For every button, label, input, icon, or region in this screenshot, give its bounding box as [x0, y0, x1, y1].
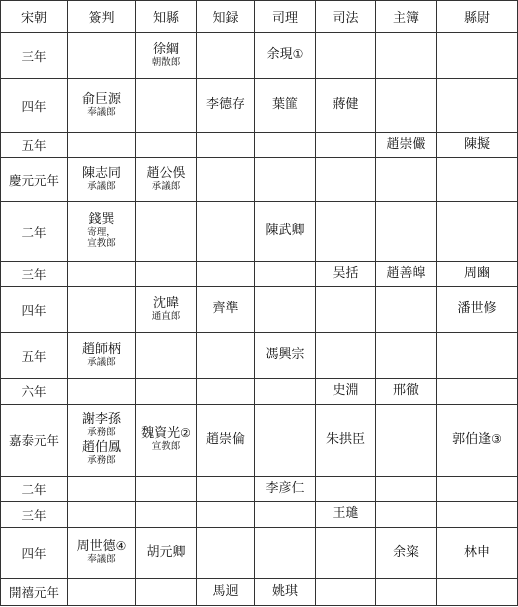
- official-entry: [265, 482, 304, 497]
- official-cell: [376, 579, 437, 606]
- official-cell: [255, 158, 316, 202]
- official-cell: [68, 333, 136, 379]
- official-cell: [68, 33, 136, 79]
- official-cell: [255, 527, 316, 579]
- table-row: [1, 158, 518, 202]
- official-name: 周世德: [76, 539, 116, 555]
- official-entry: [452, 433, 502, 448]
- official-entry: [77, 540, 127, 566]
- year-cell: 開禧元年: [1, 579, 68, 606]
- official-cell: [68, 502, 136, 527]
- official-cell: [316, 202, 376, 262]
- footnote-marker: ④: [115, 539, 127, 554]
- official-cell: [197, 477, 255, 502]
- official-name: 陳擬: [463, 136, 490, 152]
- official-name: 俞巨源: [81, 91, 121, 107]
- official-entry: [393, 546, 419, 561]
- official-cell: [437, 202, 518, 262]
- official-name: 郭伯逢: [452, 431, 492, 447]
- footnote-marker: ②: [180, 426, 191, 441]
- table-row: [1, 261, 518, 286]
- official-cell: [316, 79, 376, 133]
- official-cell: [68, 79, 136, 133]
- header-zhubu: 主簿: [376, 1, 437, 33]
- official-cell: [437, 502, 518, 527]
- official-cell: [68, 527, 136, 579]
- year-cell: 六年: [1, 379, 68, 404]
- year-cell: 五年: [1, 133, 68, 158]
- header-sili: 司理: [255, 1, 316, 33]
- official-cell: [68, 158, 136, 202]
- official-entry: [332, 507, 358, 522]
- official-entry: [332, 384, 358, 399]
- official-name: 邢徹: [392, 382, 419, 398]
- official-cell: [316, 477, 376, 502]
- official-entry: [212, 302, 238, 317]
- official-cell: [437, 133, 518, 158]
- official-name: 姚琪: [271, 583, 298, 599]
- official-cell: [136, 261, 197, 286]
- table-row: [1, 379, 518, 404]
- official-cell: [197, 202, 255, 262]
- official-entry: [206, 98, 245, 113]
- official-cell: [68, 133, 136, 158]
- official-name: 李德存: [205, 97, 245, 113]
- official-cell: [316, 133, 376, 158]
- official-entry: [206, 433, 245, 448]
- table-row: [1, 33, 518, 79]
- official-cell: [197, 133, 255, 158]
- official-entry: [82, 93, 121, 119]
- official-entry: [87, 213, 116, 250]
- official-cell: [376, 527, 437, 579]
- table-row: [1, 404, 518, 476]
- official-name: 胡元卿: [146, 544, 186, 560]
- official-cell: [136, 333, 197, 379]
- official-entry: [82, 167, 121, 193]
- official-rank: 宣教郎: [87, 238, 116, 249]
- official-cell: [376, 502, 437, 527]
- official-cell: [255, 379, 316, 404]
- official-name: 趙公俁: [146, 165, 186, 181]
- official-name: 王璡: [332, 506, 359, 522]
- year-cell: 四年: [1, 287, 68, 333]
- official-cell: [376, 133, 437, 158]
- official-cell: [136, 79, 197, 133]
- official-name: 趙師柄: [81, 341, 121, 357]
- official-cell: [255, 287, 316, 333]
- footnote-marker: ③: [491, 431, 502, 446]
- official-cell: [437, 527, 518, 579]
- official-cell: [255, 477, 316, 502]
- official-cell: [316, 158, 376, 202]
- official-rank: 寄理，: [87, 227, 116, 239]
- official-cell: [376, 261, 437, 286]
- year-cell: 二年: [1, 202, 68, 262]
- official-name: 潘世修: [457, 301, 497, 317]
- year-cell: 嘉泰元年: [1, 404, 68, 476]
- official-rank: 承務郎: [87, 427, 116, 439]
- official-entry: [141, 427, 191, 453]
- official-entry: [464, 267, 490, 282]
- header-row: [1, 1, 518, 33]
- official-entry: [272, 98, 298, 113]
- official-entry: [332, 98, 358, 113]
- official-cell: [255, 333, 316, 379]
- official-cell: [376, 287, 437, 333]
- official-name: 趙崇儼: [386, 136, 426, 152]
- table-row: [1, 579, 518, 606]
- official-cell: [68, 287, 136, 333]
- official-cell: [136, 33, 197, 79]
- year-cell: 三年: [1, 33, 68, 79]
- table-row: [1, 287, 518, 333]
- table-row: [1, 333, 518, 379]
- official-cell: [136, 379, 197, 404]
- official-rank: 奉議郎: [87, 554, 116, 566]
- year-cell: 慶元元年: [1, 158, 68, 202]
- official-entry: [326, 433, 365, 448]
- official-cell: [255, 133, 316, 158]
- official-cell: [136, 404, 197, 476]
- official-entry: [393, 384, 419, 399]
- official-entry: [386, 138, 425, 153]
- official-cell: [437, 379, 518, 404]
- official-entry: [146, 167, 185, 193]
- official-cell: [255, 79, 316, 133]
- official-cell: [437, 333, 518, 379]
- official-name: 錢巽: [88, 212, 115, 228]
- official-name: 齊準: [212, 301, 239, 317]
- official-name: 魏資光: [141, 426, 181, 442]
- header-dynasty: 宋朝: [1, 1, 68, 33]
- official-entry: [272, 585, 298, 600]
- table-row: [1, 133, 518, 158]
- official-name: 葉篚: [271, 97, 298, 113]
- official-cell: [437, 404, 518, 476]
- official-cell: [437, 477, 518, 502]
- official-cell: [437, 261, 518, 286]
- table-row: [1, 202, 518, 262]
- official-cell: [136, 133, 197, 158]
- official-cell: [136, 158, 197, 202]
- official-cell: [68, 202, 136, 262]
- official-name: 趙崇倫: [205, 431, 245, 447]
- official-cell: [437, 33, 518, 79]
- official-entry: [457, 302, 496, 317]
- official-name: 趙伯鳳: [81, 440, 121, 456]
- table-row: [1, 477, 518, 502]
- official-cell: [376, 33, 437, 79]
- official-name: 馮興宗: [265, 347, 305, 363]
- official-name: 馬迥: [212, 583, 239, 599]
- official-cell: [68, 579, 136, 606]
- official-cell: [376, 158, 437, 202]
- year-cell: 三年: [1, 502, 68, 527]
- official-cell: [255, 202, 316, 262]
- official-entry: [212, 585, 238, 600]
- official-cell: [68, 477, 136, 502]
- official-rank: 承議郎: [151, 180, 181, 192]
- official-cell: [316, 33, 376, 79]
- official-cell: [376, 333, 437, 379]
- table-row: [1, 527, 518, 579]
- official-name: 史淵: [332, 382, 359, 398]
- official-cell: [316, 404, 376, 476]
- header-sifa: 司法: [316, 1, 376, 33]
- header-xianwei: 縣尉: [437, 1, 518, 33]
- official-rank: 承務郎: [87, 455, 116, 467]
- official-cell: [68, 404, 136, 476]
- official-name: 李彦仁: [265, 480, 305, 496]
- official-name: 謝李孫: [81, 412, 121, 428]
- year-cell: 四年: [1, 79, 68, 133]
- year-cell: 二年: [1, 477, 68, 502]
- table-body: [1, 33, 518, 606]
- official-rank: 朝散郎: [151, 56, 181, 68]
- official-name: 周豳: [463, 265, 490, 281]
- official-cell: [136, 477, 197, 502]
- official-cell: [197, 333, 255, 379]
- official-rank: 宣教郎: [151, 441, 181, 453]
- official-cell: [136, 287, 197, 333]
- official-cell: [316, 579, 376, 606]
- official-cell: [197, 502, 255, 527]
- official-cell: [255, 261, 316, 286]
- official-entry: [464, 138, 490, 153]
- official-cell: [316, 379, 376, 404]
- official-cell: [136, 202, 197, 262]
- official-cell: [255, 404, 316, 476]
- official-name: 沈暐: [152, 295, 179, 311]
- table-row: [1, 502, 518, 527]
- official-entry: [332, 267, 358, 282]
- official-cell: [255, 579, 316, 606]
- official-rank: 承議郎: [87, 356, 116, 368]
- table-row: [1, 79, 518, 133]
- official-entry: [265, 348, 304, 363]
- official-cell: [197, 79, 255, 133]
- official-entry: [82, 413, 121, 439]
- official-name: 林申: [463, 544, 490, 560]
- official-cell: [316, 287, 376, 333]
- official-cell: [376, 404, 437, 476]
- official-cell: [197, 158, 255, 202]
- official-cell: [255, 33, 316, 79]
- official-cell: [197, 404, 255, 476]
- official-cell: [437, 79, 518, 133]
- official-name: 余現: [266, 47, 293, 63]
- official-name: 徐綱: [152, 41, 179, 57]
- official-cell: [437, 287, 518, 333]
- official-cell: [376, 379, 437, 404]
- official-entry: [267, 48, 304, 63]
- official-name: 陳武卿: [265, 223, 305, 239]
- official-cell: [255, 502, 316, 527]
- official-cell: [197, 261, 255, 286]
- year-cell: 四年: [1, 527, 68, 579]
- official-name: 朱拱臣: [325, 431, 365, 447]
- official-cell: [136, 527, 197, 579]
- official-entry: [82, 441, 121, 467]
- official-cell: [136, 579, 197, 606]
- official-cell: [376, 477, 437, 502]
- header-qianpan: 簽判: [68, 1, 136, 33]
- official-name: 吴括: [332, 265, 359, 281]
- official-cell: [376, 202, 437, 262]
- year-cell: 五年: [1, 333, 68, 379]
- official-cell: [316, 261, 376, 286]
- header-zhixian: 知縣: [136, 1, 197, 33]
- official-rank: 承議郎: [87, 180, 116, 192]
- official-name: 蔣健: [332, 97, 359, 113]
- official-entry: [82, 343, 121, 369]
- official-cell: [437, 158, 518, 202]
- official-cell: [316, 527, 376, 579]
- official-entry: [464, 546, 490, 561]
- official-rank: 奉議郎: [87, 106, 116, 118]
- official-name: 余粢: [392, 544, 419, 560]
- official-cell: [376, 79, 437, 133]
- header-zhilu: 知録: [197, 1, 255, 33]
- official-cell: [197, 579, 255, 606]
- official-cell: [197, 379, 255, 404]
- official-name: 趙善皡: [386, 265, 426, 281]
- official-entry: [152, 297, 181, 323]
- official-cell: [197, 33, 255, 79]
- footnote-marker: ①: [292, 47, 304, 62]
- official-cell: [197, 527, 255, 579]
- year-cell: 三年: [1, 261, 68, 286]
- official-cell: [437, 579, 518, 606]
- official-entry: [146, 546, 185, 561]
- official-cell: [316, 333, 376, 379]
- official-cell: [68, 379, 136, 404]
- official-cell: [316, 502, 376, 527]
- official-cell: [136, 502, 197, 527]
- official-name: 陳志同: [81, 165, 121, 181]
- official-cell: [197, 287, 255, 333]
- official-entry: [152, 43, 181, 69]
- official-cell: [68, 261, 136, 286]
- official-rank: 通直郎: [151, 310, 181, 322]
- official-entry: [265, 224, 304, 239]
- official-entry: [386, 267, 425, 282]
